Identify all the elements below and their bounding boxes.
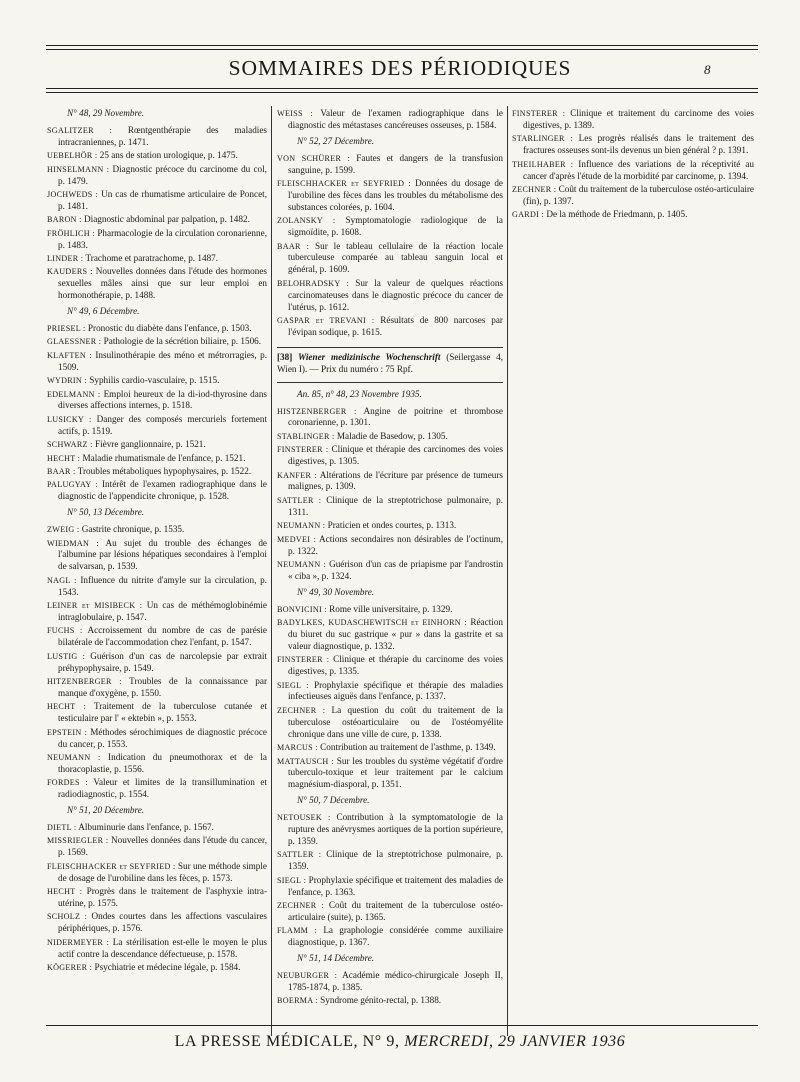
abstract-entry [277,849,503,873]
abstract-entry [47,727,267,751]
abstract-entry [47,822,267,834]
entry-author: SATTLER : [277,495,322,505]
entry-text: Syndrome génito-rectal, p. 1388. [317,995,442,1006]
entry-author: GARDI : [512,210,545,220]
entry-text: Syphilis cardio-vasculaire, p. 1515. [86,375,220,386]
entry-author: NEUMANN : [277,559,327,569]
abstract-entry [277,153,503,177]
entry-text: Pharmacologie de la circulation coronarienne, p. 1483. [58,227,267,250]
entry-author: KAUDERS : [47,267,93,277]
abstract-entry [277,520,503,532]
entry-author: ZECHNER : [277,705,326,715]
footer-date: MERCREDI, 29 JANVIER 1936 [404,1033,626,1050]
abstract-entry [47,336,267,348]
issue-heading: N° 50, 7 Décembre. [297,795,370,806]
journal-info: (Seilergasse 4, Wien I). — Prix du numéro : 75 Rpf. [277,351,504,374]
abstract-entry [277,178,503,214]
entry-text: Contribution à la symptomatologie de la rupture des anévrysmes aortiques de la portion supérieure, p. 1359. [288,812,503,846]
column-1 [47,108,267,975]
entry-author: NEUBURGER : [277,971,338,980]
entry-author: MATTAUSCH : [277,756,334,766]
header-rule-1 [46,88,758,89]
entry-author: THEILHABER : [512,159,574,169]
abstract-entry [47,375,267,387]
entry-author: SCHOLZ : [47,912,88,922]
entry-author: NIDERMEYER : [47,937,110,947]
footer-rule-1 [46,1025,758,1026]
entry-text: Rome ville universitaire, p. 1329. [326,603,453,614]
entry-text: Guérison d'un cas de priapisme par l'androstin « ciba », p. 1324. [288,558,503,581]
abstract-list [277,108,503,132]
entry-author: BAAR : [47,466,76,476]
entry-text: Ondes courtes dans les affections vasculaires périphériques, p. 1576. [58,911,267,934]
entry-author: FLEISCHHACKER et SEYFRIED : [47,861,176,871]
abstract-entry [277,444,503,468]
journal-title: Wiener medizinische Wochenschrift [298,351,441,362]
entry-text: Accroissement du nombre de cas de parésie bilatérale de l'accommodation chez l'enfant, p. 1547. [58,625,267,648]
abstract-entry [47,651,267,675]
entry-author: SGALITZER : [47,125,113,135]
abstract-list [47,822,267,974]
entry-author: HINSELMANN : [47,164,110,174]
abstract-entry [277,108,503,132]
abstract-entry [277,654,503,678]
abstract-entry [47,164,267,188]
entry-text: Clinique et traitement du carcinome des voies digestives, p. 1389. [523,108,755,130]
entry-text: Clinique de la streptotrichose pulmonaire, p. 1359. [288,849,503,872]
abstract-entry [277,617,503,653]
abstract-entry [47,189,267,213]
abstract-list [277,604,503,792]
entry-author: SIEGL : [277,875,307,885]
abstract-entry [277,742,503,754]
entry-text: Pathologie de la sécrétion biliaire, p. 1506. [101,336,262,347]
abstract-entry [47,538,267,574]
entry-text: Réaction du biuret du suc gastrique « pur » dans la gastrite et sa valeur diagnostique, p. 1332. [288,617,504,651]
page-title: SOMMAIRES DES PÉRIODIQUES [228,56,572,80]
abstract-entry [47,125,267,149]
entry-author: ZWEIG : [47,525,80,535]
abstract-list [47,524,267,801]
entry-text: Prophylaxie spécifique et traitement des maladies de l'enfance, p. 1363. [288,874,503,897]
entry-text: Influence du nitrite d'amyle sur la circulation, p. 1543. [58,574,267,597]
entry-author: GASPAR et TREVANI : [277,316,375,325]
abstract-entry [277,470,503,494]
abstract-entry [47,453,267,465]
entry-text: Coût du traitement de la tuberculose ostéo-articulaire (fin), p. 1397. [523,183,755,206]
entry-text: La graphologie considérée comme auxiliaire diagnostique, p. 1367. [288,925,504,948]
entry-author: LEINER et MISIBECK : [47,601,143,611]
abstract-entry [277,705,503,741]
entry-author: VON SCHÜRER : [277,153,351,163]
header-rule-2 [46,92,758,93]
entry-text: Données du dosage de l'urobiline des fèces dans les troubles du métabolisme des substances colorées, p. 1604. [288,178,503,212]
abstract-entry [277,925,503,949]
entry-author: FRÖHLICH : [47,228,95,238]
entry-author: ZECHNER : [512,184,557,194]
abstract-entry [47,253,267,265]
entry-author: KLAFTEN : [47,350,92,360]
entry-text: Intérêt de l'examen radiographique dans le diagnostic de l'appendicite chronique, p. 1528. [58,479,267,502]
entry-text: De la méthode de Friedmann, p. 1405. [544,209,688,220]
entry-text: Rœntgenthérapie des maladies intracraniennes, p. 1471. [58,124,267,147]
entry-text: Influence des variations de la réceptivité au cancer d'après l'étude de la morbidité par carcinome, p. 1394. [523,158,754,181]
column-divider-1 [271,106,272,1036]
entry-text: Les progrès réalisés dans le traitement des fractures osseuses sont-ils devenus un bien général ? p. 1391. [523,133,754,156]
top-rule-1 [46,45,758,46]
entry-text: Valeur et limites de la transillumination et radiodiagnostic, p. 1554. [58,777,267,800]
entry-author: MEDVEI : [277,534,317,544]
abstract-entry [47,350,267,374]
column-3 [512,108,754,223]
abstract-entry [277,406,503,430]
entry-author: STARLINGER : [512,134,573,144]
abstract-entry [512,133,754,157]
abstract-entry [47,214,267,226]
entry-author: KANFER : [277,470,317,480]
journal-heading [277,347,503,383]
entry-author: UEBELHÖR : [47,151,98,161]
entry-author: NEUMANN : [277,521,326,531]
entry-author: ZECHNER : [277,900,324,910]
abstract-entry [47,861,267,885]
abstract-entry [277,559,503,583]
top-rule-2 [46,49,758,50]
entry-author: BOERMA : [277,996,318,1006]
entry-text: Progrès dans le traitement de l'asphyxie intra-utérine, p. 1575. [58,885,267,908]
entry-text: Méthodes sérochimiques de diagnostic précoce du cancer, p. 1553. [58,726,267,749]
issue-heading: An. 85, n° 48, 23 Novembre 1935. [297,388,422,399]
entry-author: EPSTEIN : [47,727,88,737]
abstract-entry [277,812,503,848]
issue-heading: N° 51, 20 Décembre. [67,805,145,816]
abstract-list [47,323,267,503]
entry-text: Angine de poitrine et thrombose coronarienne, p. 1301. [288,405,503,428]
entry-author: NETOUSEK : [277,813,331,823]
abstract-entry [277,431,503,443]
abstract-entry [277,241,503,277]
entry-text: Symptomatologie radiologique de la sigmoïdite, p. 1608. [288,215,503,238]
entry-author: HITZENBERGER : [47,676,122,686]
abstract-entry [277,215,503,239]
entry-author: STABLINGER : [277,431,335,441]
issue-heading: N° 51, 14 Décembre. [297,953,375,964]
abstract-entry [512,108,754,132]
entry-text: Insulinothérapie des méno et métrorragies, p. 1509. [58,349,267,372]
entry-text: Sur une méthode simple de dosage de l'urobiline dans les fèces, p. 1573. [58,860,267,883]
entry-author: BONVICINI : [277,604,327,614]
abstract-entry [47,479,267,503]
abstract-entry [47,266,267,302]
abstract-entry [47,777,267,801]
entry-author: LINDER : [47,253,84,263]
entry-author: PRIESEL : [47,324,86,333]
abstract-list [277,812,503,949]
abstract-entry [277,900,503,924]
entry-author: MARCUS : [277,743,318,753]
entry-author: MISSRIEGLER : [47,836,109,846]
abstract-entry [47,600,267,624]
entry-text: Altérations de l'écriture par présence de tumeurs malignes, p. 1309. [288,469,503,492]
entry-author: FLEISCHHACKER et SEYFRIED : [277,179,411,189]
entry-text: Diagnostic précoce du carcinome du col, p. 1479. [58,163,267,186]
entry-text: Traitement de la tuberculose cutanée et testiculaire par l' « ektebin », p. 1553. [58,701,267,724]
issue-heading: N° 48, 29 Novembre. [67,108,145,118]
abstract-entry [47,466,267,478]
entry-author: NEUMANN : [47,752,101,762]
entry-text: La stérilisation est-elle le moyen le plus actif contre la descendance défectueuse, p. 1578. [58,936,267,959]
entry-text: Clinique et thérapie du carcinome des voies digestives, p. 1335. [288,654,503,677]
entry-author: FINSTERER : [512,109,566,118]
abstract-entry [277,680,503,704]
entry-author: ZOLANSKY : [277,216,336,226]
entry-text: Contribution au traitement de l'asthme, p. 1349. [317,742,496,753]
entry-author: KÖGERER : [47,962,93,972]
entry-author: NAGL : [47,575,77,585]
entry-author: EDELMANN : [47,389,101,399]
abstract-entry [47,911,267,935]
entry-author: WYDRIN : [47,376,87,386]
entry-text: Pronostic du diabète dans l'enfance, p. 1503. [85,323,252,333]
issue-heading: N° 49, 6 Décembre. [67,306,140,317]
issue-heading: N° 49, 30 Novembre. [297,586,375,597]
column-divider-2 [507,106,508,1036]
entry-author: LUSICKY : [47,414,92,424]
entry-text: Emploi heureux de la di-iod-thyrosine dans diverses affections internes, p. 1518. [58,388,268,411]
entry-author: PALUGYAY : [47,480,98,490]
entry-author: HECHT : [47,886,83,896]
entry-text: Gastrite chronique, p. 1535. [79,524,185,535]
abstract-entry [277,970,503,994]
issue-heading: N° 50, 13 Décembre. [67,507,145,518]
abstract-entry [277,995,503,1007]
abstract-entry [277,315,503,339]
entry-text: Albuminurie dans l'enfance, p. 1567. [76,821,214,832]
entry-author: SATTLER : [277,850,322,860]
entry-text: Sur les troubles du système végétatif d'ordre tuberculo-toxique et leur traitement par le calcium magnésium-diasporal, p. 1351. [288,755,503,790]
entry-author: DIETL : [47,822,77,832]
entry-text: Prophylaxie spécifique et thérapie des maladies infectieuses aiguës dans l'enfance, p. 1337. [288,679,503,702]
abstract-list [47,125,267,302]
entry-text: 25 ans de station urologique, p. 1475. [97,150,238,161]
abstract-entry [47,752,267,776]
abstract-entry [47,150,267,162]
entry-author: BADYLKES, KUDASCHEWITSCH et EINHORN : [277,618,467,628]
abstract-entry [277,604,503,616]
entry-text: Psychiatrie et médecine légale, p. 1584. [92,961,241,972]
entry-author: HECHT : [47,453,81,463]
entry-author: HISTZENBERGER : [277,406,357,416]
abstract-entry [277,278,503,314]
entry-author: FORDES : [47,778,88,788]
entry-text: Sur la valeur de quelques réactions carcinomateuses dans le diagnostic précoce du cancer de l'utérus, p. 1612. [288,277,503,312]
abstract-entry [277,534,503,558]
abstract-entry [47,625,267,649]
entry-author: BARON : [47,215,82,225]
abstract-entry [512,159,754,183]
abstract-list [512,108,754,221]
abstract-entry [47,835,267,859]
entry-text: Valeur de l'examen radiographique dans le diagnostic des métastases cancéreuses osseuses, p. 1584. [288,108,504,130]
abstract-list [277,153,503,339]
entry-author: SIEGL : [277,680,309,690]
abstract-entry [47,524,267,536]
abstract-entry [512,184,754,208]
entry-author: JOCHWEDS : [47,189,99,199]
abstract-list [277,970,503,1007]
entry-text: Danger des composés mercuriels fortement actifs, p. 1519. [58,413,267,436]
entry-text: Coût du traitement de la tuberculose ostéo-articulaire (suite), p. 1365. [288,899,504,922]
abstract-entry [47,701,267,725]
entry-text: Guérison d'un cas de narcolepsie par extrait préhypophysaire, p. 1549. [58,650,267,673]
abstract-entry [47,937,267,961]
abstract-entry [277,756,503,792]
abstract-entry [277,875,503,899]
abstract-entry [47,575,267,599]
abstract-entry [47,389,267,413]
entry-author: WEISS : [277,109,313,118]
issue-heading: N° 52, 27 Décembre. [297,135,375,146]
footer-journal: LA PRESSE MÉDICALE, N° 9, [174,1033,400,1050]
abstract-entry [47,439,267,451]
abstract-entry [47,414,267,438]
entry-author: FLAMM : [277,926,318,936]
entry-text: Troubles métaboliques hypophysaires, p. 1522. [75,465,252,476]
entry-text: Un cas de méthémoglobinémie intraglobulaire, p. 1547. [58,600,267,622]
entry-author: BAAR : [277,241,310,251]
page-footer [0,1033,800,1051]
entry-text: Clinique de la streptotrichose pulmonaire, p. 1311. [288,494,503,517]
abstract-entry [47,323,267,335]
abstract-entry [47,228,267,252]
entry-author: SCHWARZ : [47,440,93,450]
entry-author: FINSTERER : [277,655,330,665]
entry-text: Académie médico-chirurgicale Joseph II, 1785-1874, p. 1385. [288,970,503,992]
entry-text: Troubles de la connaissance par manque d'oxygène, p. 1550. [58,675,267,698]
abstract-entry [512,209,754,221]
entry-author: WIEDMAN : [47,538,99,548]
page-number: 8 [704,62,711,77]
entry-author: FINSTERER : [277,445,329,455]
entry-text: Maladie rhumatismale de l'enfance, p. 1521. [80,452,246,463]
journal-heading-text [277,352,503,376]
entry-text: Fièvre ganglionnaire, p. 1521. [92,439,206,450]
entry-text: Un cas de rhumatisme articulaire de Poncet, p. 1481. [58,188,267,211]
entry-text: Fautes et dangers de la transfusion sanguine, p. 1599. [288,152,504,175]
entry-text: Maladie de Basedow, p. 1305. [334,430,448,441]
entry-text: Nouvelles données dans l'étude des hormones sexuelles mâles ainsi que sur leur emploi en hormonothérapie, p. 1488. [58,266,267,301]
entry-text: Sur le tableau cellulaire de la réaction locale tuberculeuse comparée au tableau sanguin local et général, p. 1609. [288,240,503,275]
entry-text: La question du coût du traitement de la tuberculose ostéoarticulaire ou de l'ostéomyélite chronique dans une ville de cure, p. 1338. [288,704,503,739]
entry-author: LUSTIG : [47,651,86,661]
entry-author: HECHT : [47,702,87,712]
journal-number: [38] [277,351,293,362]
abstract-list [277,406,503,583]
entry-author: FUCHS : [47,626,83,636]
entry-text: Actions secondaires non désirables de l'octinum, p. 1322. [288,533,503,556]
entry-text: Praticien et ondes courtes, p. 1313. [325,520,457,531]
entry-author: GLAESSNER : [47,337,102,347]
entry-text: Trachome et paratrachome, p. 1487. [83,252,219,263]
entry-text: Au sujet du trouble des échanges de l'albumine par lésions hépatiques secondaires à l'emploi de salvarsan, p. 1539. [58,537,268,572]
abstract-entry [47,962,267,974]
entry-text: Diagnostic abdominal par palpation, p. 1482. [81,214,250,225]
entry-text: Résultats de 800 narcoses par l'évipan sodique, p. 1615. [288,315,503,337]
entry-text: Indication du pneumothorax et de la thoracoplastie, p. 1556. [58,751,267,774]
abstract-entry [47,676,267,700]
abstract-entry [277,495,503,519]
entry-text: Nouvelles données dans l'étude du cancer, p. 1569. [58,835,267,858]
abstract-entry [47,886,267,910]
entry-author: BELOHRADSKY : [277,278,350,288]
column-2 [277,108,503,1009]
entry-text: Clinique et thérapie des carcinomes des voies digestives, p. 1305. [288,444,503,467]
